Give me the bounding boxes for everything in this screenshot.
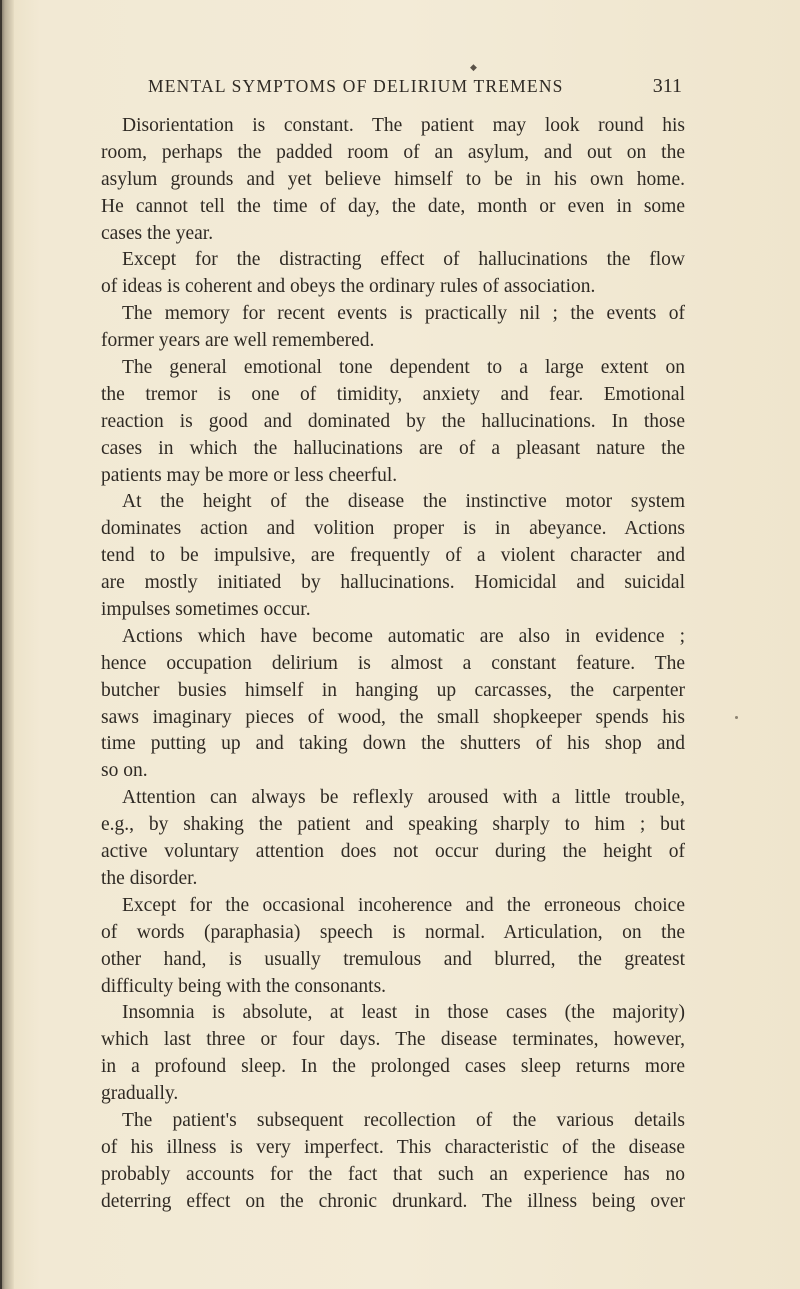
page-number: 311 [652, 75, 682, 97]
text-line: Insomnia is absolute, at least in those cases (the majority) [122, 1002, 685, 1024]
text-line: e.g., by shaking the patient and speaking sharply to him ; but [101, 814, 685, 836]
text-line: At the height of the disease the instinctive motor system [122, 491, 685, 513]
ornament-mark: ◆ [470, 62, 477, 72]
text-line: of words (paraphasia) speech is normal. Articulation, on the [101, 921, 685, 943]
text-line: The patient's subsequent recollection of the various details [122, 1109, 685, 1131]
text-line: which last three or four days. The disease terminates, however, [101, 1029, 685, 1051]
text-line: dominates action and volition proper is in abeyance. Actions [101, 518, 685, 540]
text-line: The memory for recent events is practically nil ; the events of [122, 303, 685, 325]
text-line: Actions which have become automatic are also in evidence ; [122, 625, 685, 647]
text-line: asylum grounds and yet believe himself to be in his own home. [101, 168, 685, 190]
text-line: patients may be more or less cheerful. [101, 464, 398, 486]
text-line: He cannot tell the time of day, the date, month or even in some [101, 195, 685, 217]
running-head [148, 76, 682, 106]
text-line: the disorder. [101, 867, 198, 889]
text-line: time putting up and taking down the shutters of his shop and [101, 733, 685, 755]
text-line: reaction is good and dominated by the hallucinations. In those [101, 410, 685, 432]
text-line: Except for the distracting effect of hallucinations the flow [122, 249, 685, 271]
text-line: probably accounts for the fact that such an experience has no [101, 1163, 685, 1185]
binding-shadow-line [0, 0, 2, 1289]
text-line: the tremor is one of timidity, anxiety and fear. Emotional [101, 383, 685, 405]
text-line: saws imaginary pieces of wood, the small shopkeeper spends his [101, 706, 685, 728]
text-line: so on. [101, 760, 148, 782]
text-line: former years are well remembered. [101, 330, 375, 352]
text-line: are mostly initiated by hallucinations. Homicidal and suicidal [101, 572, 685, 594]
text-line: impulses sometimes occur. [101, 599, 311, 621]
text-line: tend to be impulsive, are frequently of a violent character and [101, 545, 685, 567]
paper-speck [735, 716, 738, 719]
text-line: of ideas is coherent and obeys the ordinary rules of association. [101, 276, 596, 298]
page-binding-edge [0, 0, 14, 1289]
text-line: Except for the occasional incoherence and the erroneous choice [122, 894, 685, 916]
text-line: room, perhaps the padded room of an asylum, and out on the [101, 141, 685, 163]
text-line: deterring effect on the chronic drunkard. The illness being over [101, 1190, 685, 1212]
text-line: in a profound sleep. In the prolonged cases sleep returns more [101, 1056, 685, 1078]
text-line: Disorientation is constant. The patient may look round his [122, 115, 685, 136]
text-line: Attention can always be reflexly aroused with a little trouble, [122, 787, 685, 809]
text-line: active voluntary attention does not occur during the height of [101, 841, 685, 863]
text-line: The general emotional tone dependent to a large extent on [122, 357, 685, 379]
text-line: cases the year. [101, 222, 214, 244]
text-line: butcher busies himself in hanging up carcasses, the carpenter [101, 679, 685, 701]
running-head-title: MENTAL SYMPTOMS OF DELIRIUM TREMENS [148, 76, 564, 96]
text-line: hence occupation delirium is almost a constant feature. The [101, 652, 685, 674]
text-line: of his illness is very imperfect. This characteristic of the disease [101, 1136, 685, 1158]
text-line: gradually. [101, 1083, 179, 1105]
text-line: cases in which the hallucinations are of a pleasant nature the [101, 437, 685, 459]
text-line: other hand, is usually tremulous and blurred, the greatest [101, 948, 685, 970]
body-text [101, 113, 685, 1216]
text-line: difficulty being with the consonants. [101, 975, 387, 997]
